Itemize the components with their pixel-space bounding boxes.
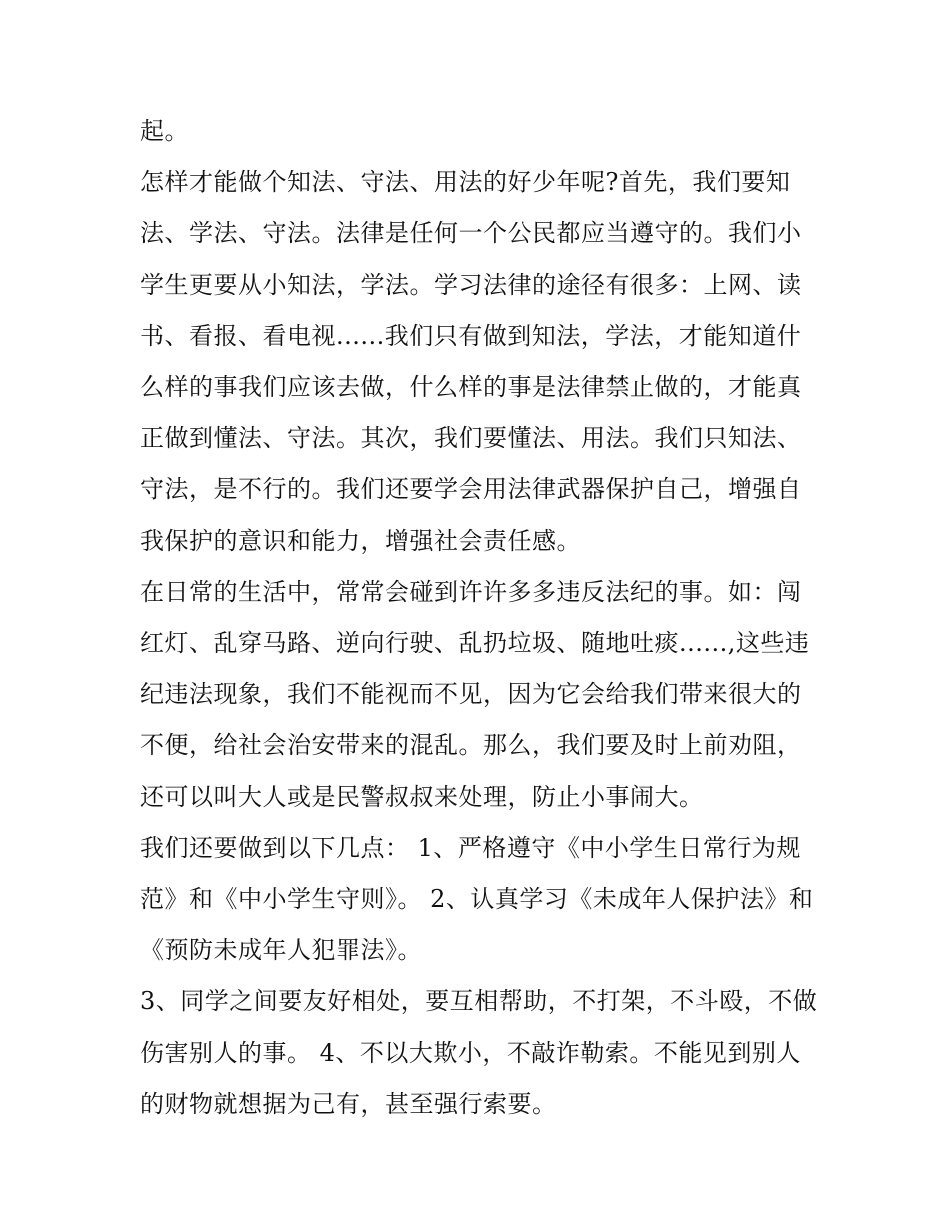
paragraph-continuation: 起。 — [140, 117, 189, 145]
paragraph-law-knowledge: 怎样才能做个知法、守法、用法的好少年呢?首先，我们要知法、学法、守法。法律是任何一个公民都应当遵守的。我们小学生更要从小知法，学法。学习法律的途径有很多：上网、读书、看报、看电视......我们只有做到知法，学法，才能知道什么样的事我们应该去做，什么样的事是法律禁止做的，才能真正做到懂法、守法。其次，我们要懂法、用法。我们只知法、守法，是不行的。我们还要学会用法律武器保护自己，增强自我保护的意识和能力，增强社会责任感。 — [140, 168, 802, 555]
document-body — [140, 106, 820, 1130]
paragraph-daily-life: 在日常的生活中，常常会碰到许许多多违反法纪的事。如：闯红灯、乱穿马路、逆向行驶、乱扔垃圾、随地吐痰......,这些违纪违法现象，我们不能视而不见，因为它会给我们带来很大的不便，给社会治安带来的混乱。那么，我们要及时上前劝阻，还可以叫大人或是民警叔叔来处理，防止小事闹大。 — [140, 577, 810, 811]
paragraph-rules-3-4: 3、同学之间要友好相处，要互相帮助，不打架，不斗殴，不做伤害别人的事。 4、不以大欺小，不敲诈勒索。不能见到别人的财物就想据为己有，甚至强行索要。 — [140, 987, 818, 1118]
paragraph-rules-1-2: 我们还要做到以下几点： 1、严格遵守《中小学生日常行为规范》和《中小学生守则》。 2、认真学习《未成年人保护法》和《预防未成年人犯罪法》。 — [140, 833, 814, 965]
